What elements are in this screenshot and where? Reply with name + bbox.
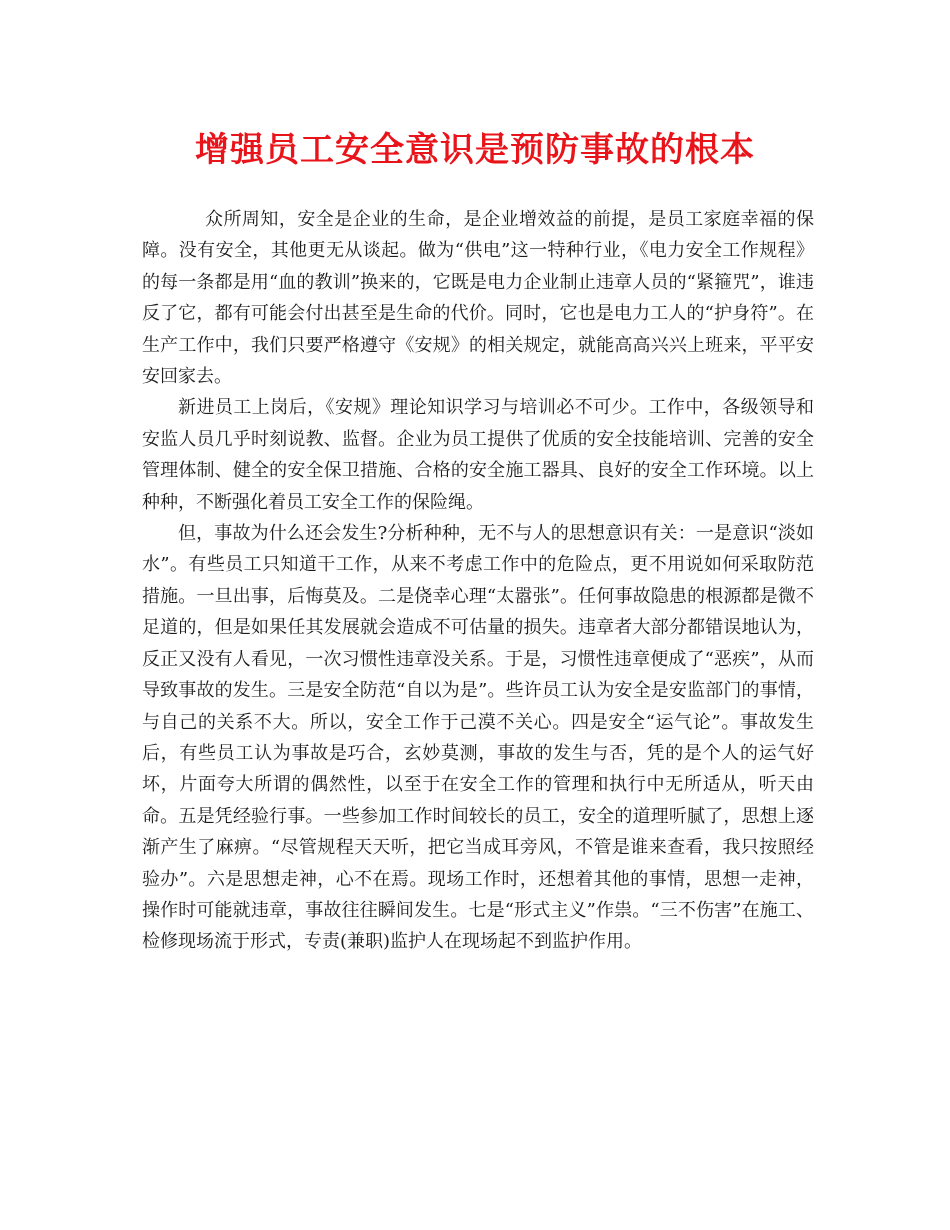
document-title: 增强员工安全意识是预防事故的根本 bbox=[195, 130, 755, 170]
document-body bbox=[142, 204, 814, 958]
paragraph-intro: 众所周知，安全是企业的生命，是企业增效益的前提，是员工家庭幸福的保障。没有安全，其他更无从谈起。做为“供电”这一特种行业，《电力安全工作规程》的每一条都是用“血的教训”换来的，它既是电力企业制止违章人员的“紧箍咒”，谁违反了它，都有可能会付出甚至是生命的代价。同时，它也是电力工人的“护身符”。在生产工作中，我们只要严格遵守《安规》的相关规定，就能高高兴兴上班来，平平安安回家去。 bbox=[142, 209, 814, 388]
paragraph-causes: 但，事故为什么还会发生?分析种种，无不与人的思想意识有关：一是意识“淡如水”。有些员工只知道干工作，从来不考虑工作中的危险点，更不用说如何采取防范措施。一旦出事，后悔莫及。二是侥幸心理“太嚣张”。任何事故隐患的根源都是微不足道的，但是如果任其发展就会造成不可估量的损失。违章者大部分都错误地认为，反正又没有人看见，一次习惯性违章没关系。于是，习惯性违章便成了“恶疾”，从而导致事故的发生。三是安全防范“自以为是”。些许员工认为安全是安监部门的事情，与自己的关系不大。所以，安全工作于己漠不关心。四是安全“运气论”。事故发生后，有些员工认为事故是巧合，玄妙莫测，事故的发生与否，凭的是个人的运气好坏，片面夸大所谓的偶然性，以至于在安全工作的管理和执行中无所适从，听天由命。五是凭经验行事。一些参加工作时间较长的员工，安全的道理听腻了，思想上逐渐产生了麻痹。“尽管规程天天听，把它当成耳旁风，不管是谁来查看，我只按照经验办”。六是思想走神，心不在焉。现场工作时，还想着其他的事情，思想一走神，操作时可能就违章，事故往往瞬间发生。七是“形式主义”作祟。“三不伤害”在施工、检修现场流于形式，专责(兼职)监护人在现场起不到监护作用。 bbox=[142, 523, 814, 953]
paragraph-training: 新进员工上岗后，《安规》理论知识学习与培训必不可少。工作中，各级领导和安监人员几乎时刻说教、监督。企业为员工提供了优质的安全技能培训、完善的安全管理体制、健全的安全保卫措施、合格的安全施工器具、良好的安全工作环境。以上种种，不断强化着员工安全工作的保险绳。 bbox=[142, 397, 814, 513]
